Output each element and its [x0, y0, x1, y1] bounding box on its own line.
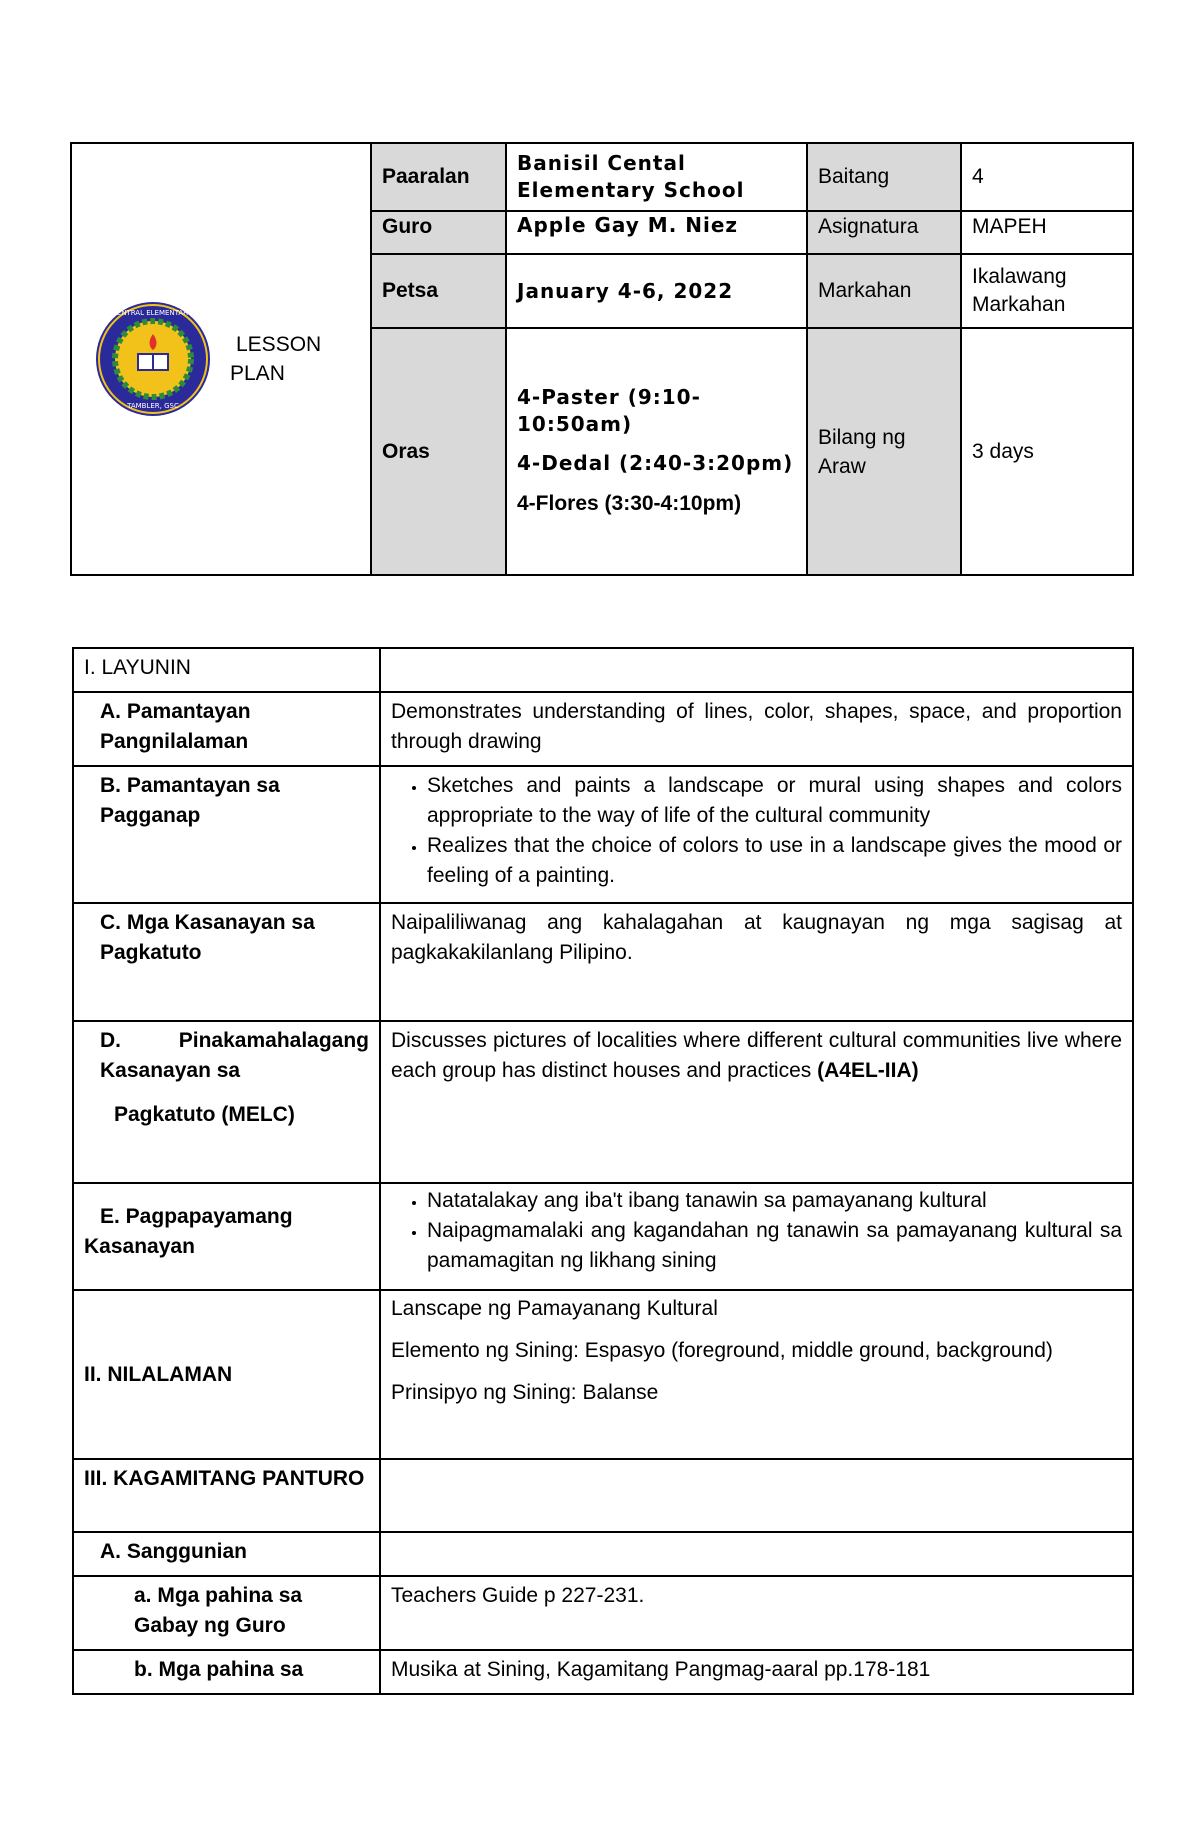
nilalaman-value [380, 1290, 1133, 1459]
markahan-value: Ikalawang Markahan [961, 254, 1133, 328]
kagamitang-magaaral-label: b. Mga pahina sa [73, 1650, 380, 1694]
pagpapayamang-kasanayan-label [73, 1183, 380, 1290]
petsa-label: Petsa [371, 254, 506, 328]
pagpapayamang-kasanayan-value [380, 1183, 1133, 1290]
oras-dedal: 4-Dedal (2:40-3:20pm) [517, 451, 794, 475]
melc-label-line2: Pagkatuto (MELC) [114, 1103, 295, 1126]
sanggunian-label: A. Sanggunian [73, 1532, 380, 1576]
pagpapayamang-label-text: E. Pagpapayamang Kasanayan [84, 1205, 293, 1258]
markahan-label: Markahan [807, 254, 961, 328]
nilalaman-item: Prinsipyo ng Sining: Balanse [391, 1381, 659, 1404]
melc-value [380, 1021, 1133, 1183]
asignatura-label: Asignatura [807, 211, 961, 254]
paaralan-value: Banisil Cental Elementary School [506, 143, 807, 211]
oras-label: Oras [371, 328, 506, 575]
melc-label [73, 1021, 380, 1183]
bilang-label: Bilang ng Araw [807, 328, 961, 575]
list-item: • Sketches and paints a landscape or mural using shapes and colors appropriate to the way of life of the cultural community [427, 771, 1122, 831]
lesson-plan-title: LESSON PLAN [230, 333, 322, 385]
guro-label: Guro [371, 211, 506, 254]
list-item: • Natatalakay ang iba't ibang tanawin sa pamayanang kultural [427, 1186, 1122, 1216]
kasanayan-pagkatuto-value: Naipaliliwanag ang kahalagahan at kaugnayan ng mga sagisag at pagkakakilanlang Pilipino. [380, 903, 1133, 1021]
melc-text: Discusses pictures of localities where different cultural communities live where each group has distinct houses and practices [391, 1029, 1122, 1082]
kagamitang-panturo-label: III. KAGAMITANG PANTURO [73, 1459, 380, 1532]
sanggunian-value [380, 1532, 1133, 1576]
pamantayan-pangnilalaman-value: Demonstrates understanding of lines, color, shapes, space, and proportion through drawing [380, 692, 1133, 766]
layunin-value [380, 648, 1133, 692]
gabay-guro-value: Teachers Guide p 227-231. [380, 1576, 1133, 1650]
oras-paster: 4-Paster (9:10-10:50am) [517, 385, 701, 436]
nilalaman-label: II. NILALAMAN [73, 1290, 380, 1459]
melc-label-line1: D. Pinakamahalagang Kasanayan sa [100, 1029, 369, 1082]
kagamitang-panturo-value [380, 1459, 1133, 1532]
logo-cell [71, 143, 371, 575]
pamantayan-pangnilalaman-label: A. Pamantayan Pangnilalaman [73, 692, 380, 766]
logo-ring-text: BANISIL CENTRAL ELEMENTARY SCHOOL [82, 309, 224, 317]
pamantayan-pagganap-label: B. Pamantayan sa Pagganap [73, 766, 380, 903]
nilalaman-item: Elemento ng Sining: Espasyo (foreground, middle ground, background) [391, 1339, 1053, 1362]
school-logo [82, 300, 224, 418]
guro-value: Apple Gay M. Niez [506, 211, 807, 254]
nilalaman-item: Lanscape ng Pamayanang Kultural [391, 1297, 718, 1320]
oras-value [506, 328, 807, 575]
header-table [70, 142, 1134, 576]
bilang-value: 3 days [961, 328, 1133, 575]
list-item: • Realizes that the choice of colors to use in a landscape gives the mood or feeling of a painting. [427, 831, 1122, 891]
layunin-label: I. LAYUNIN [73, 648, 380, 692]
gabay-guro-label: a. Mga pahina sa Gabay ng Guro [73, 1576, 380, 1650]
kasanayan-pagkatuto-label: C. Mga Kasanayan sa Pagkatuto [73, 903, 380, 1021]
lesson-table [72, 647, 1134, 1695]
baitang-value: 4 [961, 143, 1133, 211]
kagamitang-magaaral-value: Musika at Sining, Kagamitang Pangmag-aaral pp.178-181 [380, 1650, 1133, 1694]
paaralan-label: Paaralan [371, 143, 506, 211]
asignatura-value: MAPEH [961, 211, 1133, 254]
petsa-value: January 4-6, 2022 [506, 254, 807, 328]
pamantayan-pagganap-value [380, 766, 1133, 903]
list-item: • Naipagmamalaki ang kagandahan ng tanawin sa pamayanang kultural sa pamamagitan ng likhang sining [427, 1216, 1122, 1276]
oras-flores: 4-Flores (3:30-4:10pm) [517, 492, 742, 515]
baitang-label: Baitang [807, 143, 961, 211]
logo-bottom-text: TAMBLER, GSC [127, 402, 179, 410]
melc-code: (A4EL-IIA) [817, 1059, 919, 1082]
